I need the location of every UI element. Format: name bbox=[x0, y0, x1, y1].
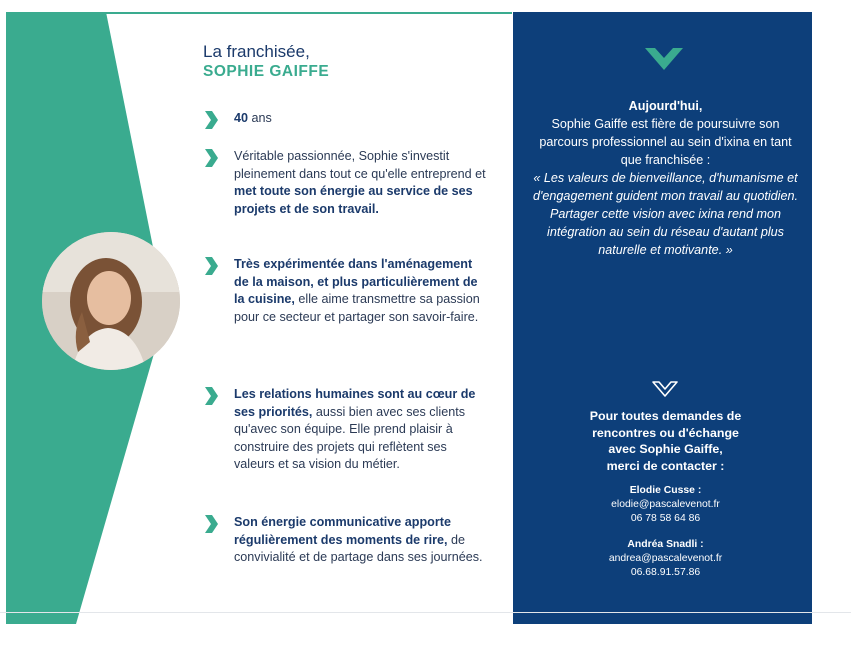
profile-column bbox=[203, 42, 498, 565]
item-text-bold: Son énergie communicative apporte régulièrement des moments de rire, bbox=[234, 515, 451, 547]
contact-intro bbox=[533, 408, 798, 474]
contact-phone[interactable]: 06.68.91.57.86 bbox=[630, 567, 701, 578]
list-item-text bbox=[234, 514, 488, 567]
document-page bbox=[6, 12, 812, 624]
heart-outline-icon bbox=[651, 380, 679, 400]
avatar bbox=[42, 232, 180, 370]
chevron-right-icon bbox=[203, 256, 219, 276]
item-text-bold: Très expérimentée dans l'aménagement de la maison, et plus particulièrement de la cuisine, bbox=[234, 257, 478, 307]
contact-name: Andréa Snadli : bbox=[627, 539, 704, 550]
contact-intro-line: Pour toutes demandes de bbox=[589, 409, 742, 423]
item-text-regular: Véritable passionnée, Sophie s'investit pleinement dans tout ce qu'elle entreprend et bbox=[234, 149, 486, 181]
contact-intro-line: merci de contacter : bbox=[606, 458, 725, 473]
contact-name: Elodie Cusse : bbox=[629, 485, 702, 496]
list-item-passion bbox=[203, 148, 488, 218]
contact-card bbox=[533, 484, 798, 526]
item-text-regular: aussi bien avec ses clients qu'avec son équipe. Elle prend plaisir à construire des projets qui reflètent ses valeurs et sa vision du métier. bbox=[234, 404, 466, 472]
chevron-right-icon bbox=[203, 110, 219, 130]
list-item-text bbox=[234, 110, 488, 128]
contact-intro-line: avec Sophie Gaiffe, bbox=[608, 442, 723, 456]
list-item-energy bbox=[203, 514, 488, 567]
chevron-down-icon bbox=[645, 46, 683, 72]
item-text-regular: elle aime transmettre sa passion pour ce secteur et partager son savoir-faire. bbox=[234, 292, 480, 324]
quote-panel bbox=[513, 12, 812, 624]
chevron-right-icon bbox=[203, 514, 219, 534]
contact-phone[interactable]: 06 78 58 64 86 bbox=[630, 513, 701, 524]
profile-name: SOPHIE GAIFFE bbox=[203, 63, 330, 80]
age-value: 40 bbox=[234, 111, 249, 125]
list-item-text bbox=[234, 386, 488, 474]
item-text-regular: de convivialité et de partage dans ses journées. bbox=[234, 532, 483, 565]
quote-heading: Aujourd'hui, bbox=[628, 99, 703, 113]
age-unit: ans bbox=[248, 111, 272, 125]
item-text-bold: Les relations humaines sont au cœur de ses priorités, bbox=[234, 387, 476, 419]
list-item-text bbox=[234, 148, 488, 218]
chevron-right-icon bbox=[203, 386, 219, 406]
item-text-bold: met toute son énergie au service de ses projets et de son travail. bbox=[234, 184, 473, 216]
contact-email[interactable]: andrea@pascalevenot.fr bbox=[608, 553, 723, 564]
quote-italic: « Les valeurs de bienveillance, d'humanisme et d'engagement guident mon travail au quotidien. Partager cette vision avec ixina rend mon intégration au sein du réseau d'autant plus naturelle et motivante. » bbox=[533, 171, 798, 257]
quote-body: Sophie Gaiffe est fière de poursuivre son parcours professionnel au sein d'ixina en tant que franchisée : bbox=[539, 117, 792, 167]
list-item-experience bbox=[203, 256, 488, 326]
list-item-age bbox=[203, 110, 488, 128]
profile-title: La franchisée, bbox=[203, 42, 310, 61]
contact-intro-line: rencontres ou d'échange bbox=[592, 425, 739, 440]
contact-email[interactable]: elodie@pascalevenot.fr bbox=[611, 499, 720, 510]
chevron-right-icon bbox=[203, 148, 219, 168]
quote-block bbox=[533, 97, 798, 259]
list-item-text bbox=[234, 256, 488, 326]
contact-card bbox=[533, 538, 798, 580]
page-bottom-rule bbox=[0, 612, 851, 613]
list-item-relations bbox=[203, 386, 488, 474]
